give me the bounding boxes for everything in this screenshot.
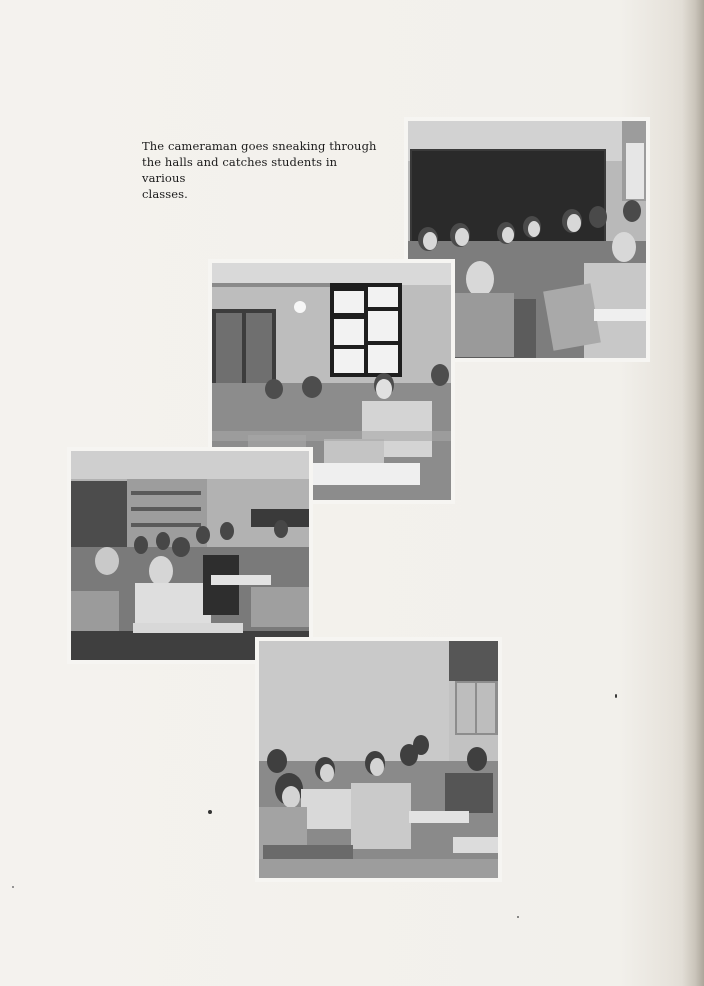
- page-binding-shadow: [682, 0, 704, 986]
- page-speck: [12, 886, 14, 888]
- classroom-photo-desks: [71, 451, 309, 660]
- classroom-photo-bottom: [259, 641, 498, 878]
- caption-line-2: the halls and catches students in various: [142, 155, 338, 185]
- page-speck: [517, 916, 519, 918]
- photo-caption: [142, 138, 382, 202]
- caption-line-1: The cameraman goes sneaking through: [142, 139, 377, 153]
- page-speck: [615, 694, 617, 698]
- page-speck: [208, 810, 212, 814]
- caption-line-3: classes.: [142, 187, 188, 201]
